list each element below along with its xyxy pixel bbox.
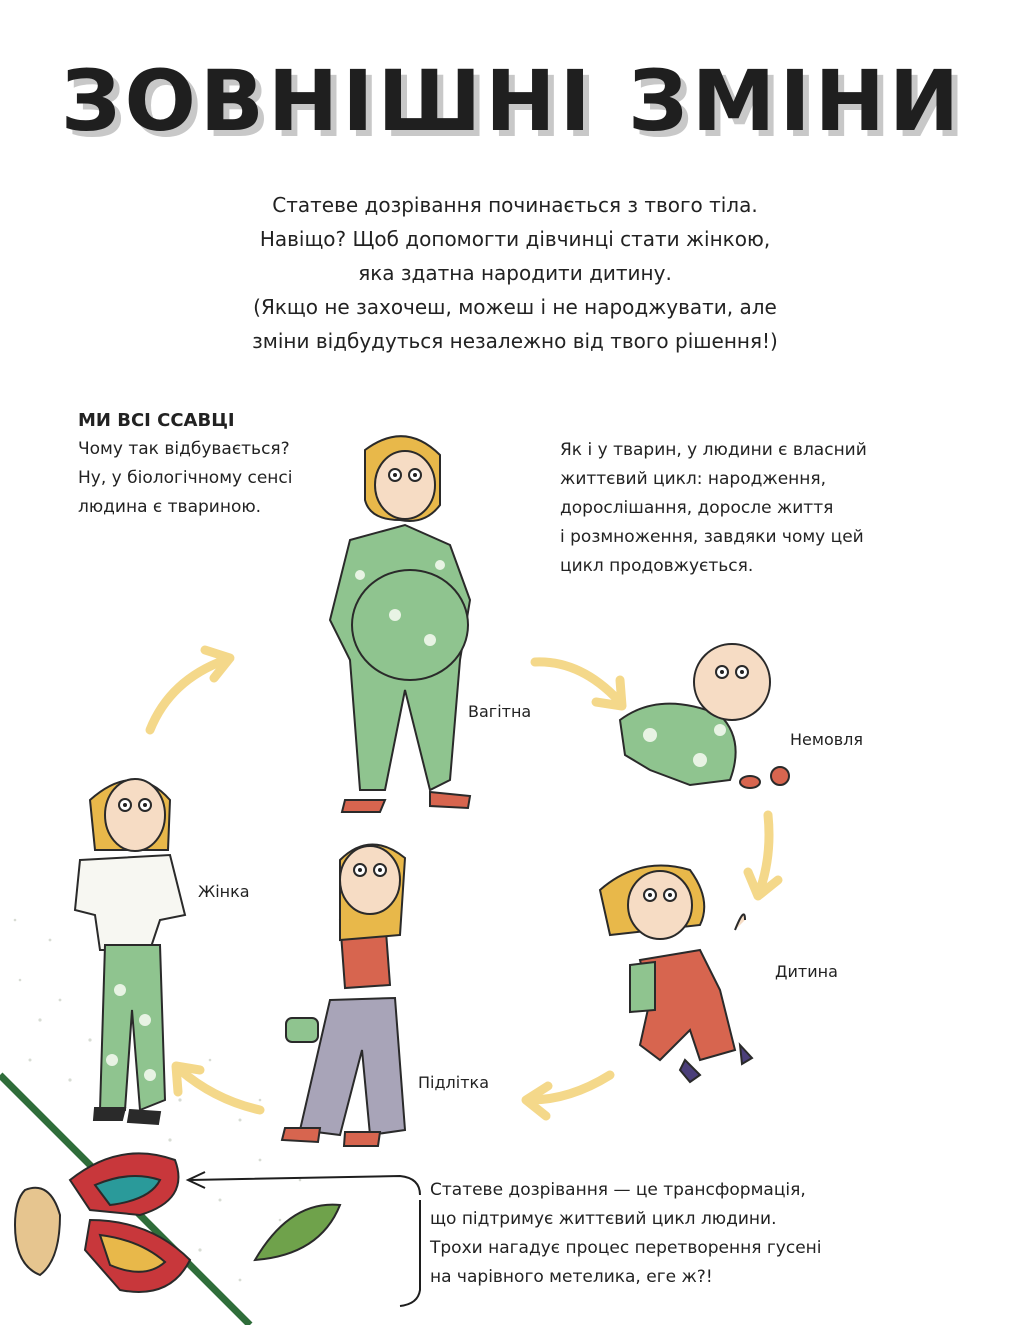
mammals-line: людина є твариною. [78, 497, 262, 517]
transformation-line: Трохи нагадує процес перетворення гусені [430, 1238, 822, 1258]
life-cycle-line: Як і у тварин, у людини є власний [560, 440, 867, 460]
transformation-line: Статеве дозрівання — це трансформація, [430, 1180, 806, 1200]
intro-line: зміни відбудуться незалежно від твого рішення!) [252, 329, 778, 353]
transformation-line: що підтримує життєвий цикл людини. [430, 1209, 777, 1229]
life-cycle-line: цикл продовжується. [560, 556, 754, 576]
pregnant-woman-figure [330, 436, 470, 812]
life-cycle-line: і розмноження, завдяки чому цей [560, 527, 864, 547]
arrow-teen-to-woman [180, 1070, 260, 1110]
transformation-note [430, 1176, 822, 1292]
stage-label-pregnant: Вагітна [468, 702, 532, 721]
intro-line: Навіщо? Щоб допомогти дівчинці стати жінкою, [259, 227, 771, 251]
child-figure [600, 866, 752, 1083]
stage-label-baby: Немовля [790, 730, 864, 749]
butterfly-scene [0, 1075, 340, 1325]
life-cycle-line: життєвий цикл: народження, [560, 469, 827, 489]
page-title: ЗОВНІШНІ ЗМІНИ [60, 52, 964, 150]
arrow-baby-to-child [760, 815, 769, 890]
stage-label-woman: Жінка [198, 882, 250, 901]
stage-label-teen: Підлітка [418, 1073, 489, 1092]
life-cycle-line: дорослішання, доросле життя [560, 498, 834, 518]
arrow-pregnant-to-baby [535, 662, 618, 700]
intro-line: яка здатна народити дитину. [358, 261, 672, 285]
teen-figure [282, 844, 405, 1146]
mammals-heading: МИ ВСІ ССАВЦІ [78, 410, 235, 431]
woman-figure [75, 779, 185, 1124]
arrow-woman-to-pregnant [150, 660, 225, 730]
transformation-line: на чарівного метелика, еге ж?! [430, 1267, 713, 1287]
mammals-line: Чому так відбувається? [78, 439, 290, 459]
baby-figure [620, 644, 789, 788]
leaf [255, 1205, 340, 1260]
intro-line: Статеве дозрівання починається з твого тіла. [272, 193, 758, 217]
stage-label-child: Дитина [775, 962, 838, 981]
mammals-line: Ну, у біологічному сенсі [78, 468, 293, 488]
intro-line: (Якщо не захочеш, можеш і не народжувати, але [253, 295, 777, 319]
cocoon [15, 1188, 60, 1275]
